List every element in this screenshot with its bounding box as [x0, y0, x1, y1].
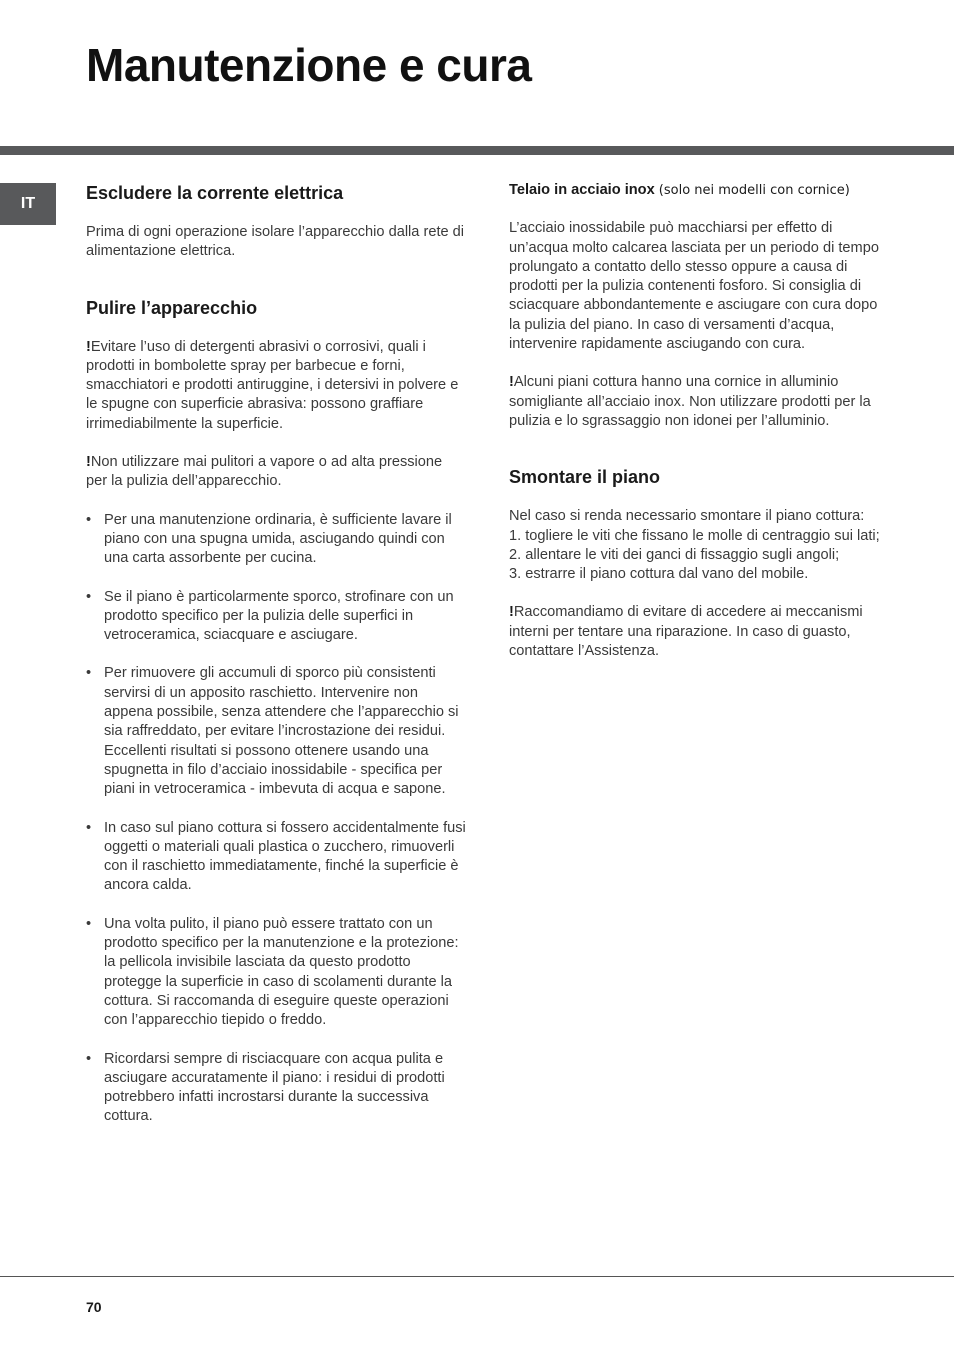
paragraph-steel: L’acciaio inossidabile può macchiarsi per effetto di un’acqua molto calcarea lasciata per un periodo di tempo prolungato a contatto dello stesso oppure a causa di prodotti per la pulizia contenenti fosforo. Si consiglia di sciacquare abbondantemente e asciugare con cura dopo la pulizia del piano. In caso di versamenti d’acqua, intervenire rapidamente asciugando con cura. [509, 220, 879, 353]
steel-frame-title: Telaio in acciaio inox [509, 182, 655, 198]
right-column [509, 181, 889, 661]
dismount-step: 3. estrarre il piano cottura dal vano del mobile. [509, 566, 809, 583]
warning-text: Evitare l’uso di detergenti abrasivi o corrosivi, quali i prodotti in bombolette spray per barbecue e forni, smacchiatori e prodotti antiruggine, i detersivi in polvere e le spugne con superficie abrasiva: possono graffiare irrimediabilmente la superficie. [86, 338, 459, 432]
list-item: • Per rimuovere gli accumuli di sporco più consistenti servirsi di un apposito raschietto. Intervenire non appena possibile, senza attendere che l’apparecchio si sia raffreddato, per evitare l’incrostazione dei residui. Eccellenti risultati si possono ottenere usando una spugnetta in filo d’acciaio inossidabile - specifica per piani in vetroceramica - imbevuta di acqua e sapone. [86, 664, 466, 799]
list-item: • Ricordarsi sempre di risciacquare con acqua pulita e asciugare accuratamente il piano: i residui di prodotti potrebbero infatti incrostarsi durante la successiva cottura. [86, 1050, 466, 1127]
section-heading-steel-frame [509, 181, 889, 200]
footer-divider [0, 1276, 954, 1277]
warning-abrasives [86, 338, 466, 434]
warning-steam [86, 453, 466, 492]
warning-repair [509, 603, 889, 661]
warning-mark: ! [86, 454, 91, 471]
page-title: Manutenzione e cura [86, 39, 532, 91]
list-item: • In caso sul piano cottura si fossero accidentalmente fusi oggetti o materiali quali plastica o zucchero, rimuoverli con il raschietto immediatamente, finché la superficie è ancora calda. [86, 819, 466, 896]
section-heading-dismount: Smontare il piano [509, 467, 661, 488]
language-tab: IT [0, 183, 56, 225]
warning-text: Non utilizzare mai pulitori a vapore o ad alta pressione per la pulizia dell’apparecchio. [86, 454, 443, 490]
header-divider [0, 146, 954, 155]
cleaning-bullet-list [86, 511, 466, 1127]
warning-text: Alcuni piani cottura hanno una cornice in alluminio somigliante all’acciaio inox. Non utilizzare prodotti per la pulizia e lo sgrassaggio non idonei per l’alluminio. [509, 374, 871, 429]
warning-mark: ! [86, 338, 91, 355]
page-number: 70 [86, 1299, 102, 1315]
warning-aluminium [509, 373, 889, 431]
warning-mark: ! [509, 374, 514, 391]
list-item: • Una volta pulito, il piano può essere trattato con un prodotto specifico per la manutenzione e la protezione: la pellicola invisibile lasciata da questo prodotto protegge la superficie in caso di scolamenti durante la cottura. Si raccomanda di eseguire queste operazioni con l’apparecchio tiepido o freddo. [86, 915, 466, 1031]
list-item: • Per una manutenzione ordinaria, è sufficiente lavare il piano con una spugna umida, asciugando quindi con una carta assorbente per cucina. [86, 511, 466, 569]
left-column [86, 181, 466, 1127]
dismount-step: 1. togliere le viti che fissano le molle di centraggio sui lati; [509, 527, 880, 544]
section-heading-cleaning: Pulire l’apparecchio [86, 297, 258, 318]
list-item: • Se il piano è particolarmente sporco, strofinare con un prodotto specifico per la pulizia delle superfici in vetroceramica, sciacquare e asciugare. [86, 588, 466, 646]
section-heading-power: Escludere la corrente elettrica [86, 183, 344, 203]
dismount-step: 2. allentare le viti dei ganci di fissaggio sugli angoli; [509, 546, 840, 563]
warning-text: Raccomandiamo di evitare di accedere ai meccanismi interni per tentare una riparazione. In caso di guasto, contattare l’Assistenza. [509, 604, 863, 660]
paragraph-power: Prima di ogni operazione isolare l’apparecchio dalla rete di alimentazione elettrica. [86, 224, 465, 260]
warning-mark: ! [509, 604, 514, 621]
steel-frame-note: (solo nei modelli con cornice) [658, 183, 850, 198]
dismount-intro: Nel caso si renda necessario smontare il piano cottura: [509, 508, 865, 525]
